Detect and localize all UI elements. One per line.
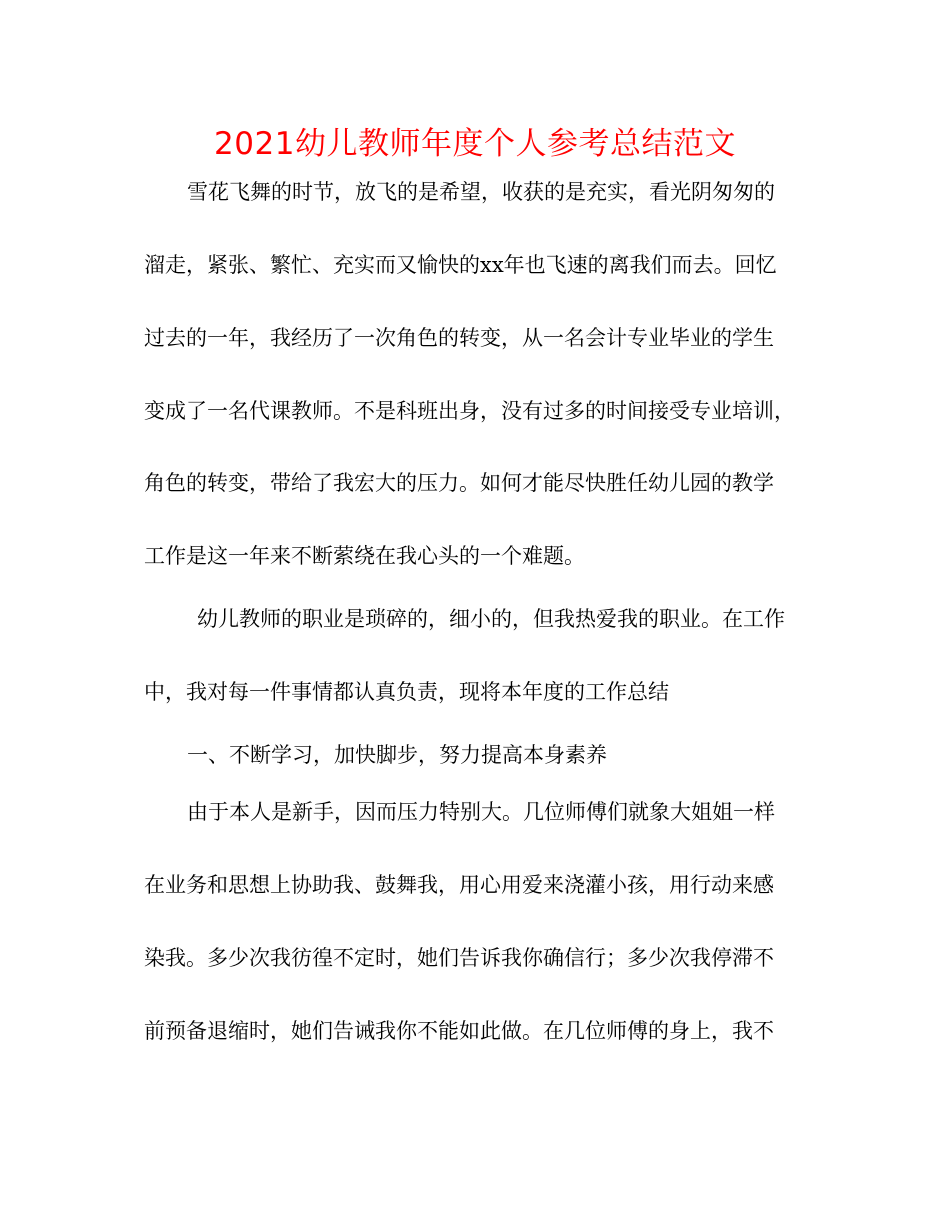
paragraph-line: 染我。多少次我彷徨不定时，她们告诉我你确信行；多少次我停滞不 — [144, 946, 774, 970]
paragraph-line: 角色的转变，带给了我宏大的压力。如何才能尽快胜任幼儿园的教学 — [144, 471, 774, 495]
paragraph-line: 前预备退缩时，她们告诫我你不能如此做。在几位师傅的身上，我不 — [144, 1019, 774, 1043]
document-title: 2021幼儿教师年度个人参考总结范文 — [214, 126, 736, 162]
paragraph-line: 工作是这一年来不断萦绕在我心头的一个难题。 — [144, 544, 585, 568]
paragraph-line: 由于本人是新手，因而压力特别大。几位师傅们就象大姐姐一样 — [187, 800, 775, 824]
paragraph-line: 溜走，紧张、繁忙、充实而又愉快的xx年也飞速的离我们而去。回忆 — [144, 253, 777, 277]
paragraph-line: 在业务和思想上协助我、鼓舞我，用心用爱来浇灌小孩，用行动来感 — [144, 873, 774, 897]
paragraph-line: 幼儿教师的职业是琐碎的，细小的，但我热爱我的职业。在工作 — [197, 607, 785, 631]
section-heading: 一、不断学习，加快脚步，努力提高本身素养 — [187, 743, 607, 767]
paragraph-line: 雪花飞舞的时节，放飞的是希望，收获的是充实，看光阴匆匆的 — [187, 180, 775, 204]
paragraph-line: 中，我对每一件事情都认真负责，现将本年度的工作总结 — [144, 680, 669, 704]
paragraph-line: 变成了一名代课教师。不是科班出身，没有过多的时间接受专业培训， — [144, 399, 795, 423]
paragraph-line: 过去的一年，我经历了一次角色的转变，从一名会计专业毕业的学生 — [144, 326, 774, 350]
